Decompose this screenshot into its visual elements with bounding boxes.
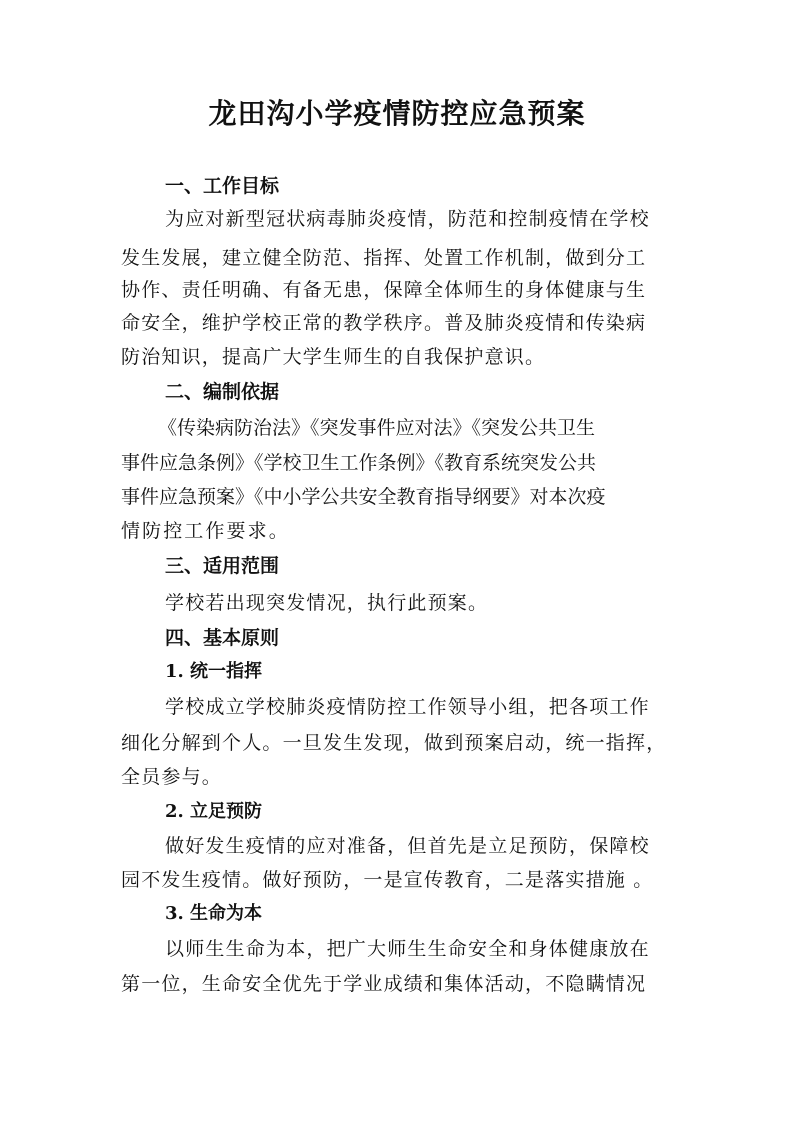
paragraph-line: 做好发生疫情的应对准备，但首先是立足预防，保障校 bbox=[165, 835, 650, 857]
paragraph-line: 情防控工作要求。 bbox=[121, 520, 290, 542]
paragraph-line: 命安全，维护学校正常的教学秩序。普及肺炎疫情和传染病 bbox=[121, 312, 647, 334]
principle-label: 1. 统一指挥 bbox=[165, 661, 263, 682]
paragraph-line: 园不发生疫情。做好预防，一是宣传教育，二是落实措施 。 bbox=[121, 869, 654, 891]
paragraph-line: 全员参与。 bbox=[121, 766, 223, 788]
section-heading-principles: 四、基本原则 bbox=[165, 627, 280, 649]
paragraph-line: 协作、责任明确、有备无患，保障全体师生的身体健康与生 bbox=[121, 279, 647, 301]
principle-label: 3. 生命为本 bbox=[165, 903, 263, 924]
paragraph-line: 防治知识，提高广大学生师生的自我保护意识。 bbox=[121, 346, 546, 368]
paragraph-line: 细化分解到个人。一旦发生发现，做到预案启动，统一指挥， bbox=[121, 732, 667, 754]
paragraph-line: 学校若出现突发情况，执行此预案。 bbox=[165, 592, 489, 614]
paragraph-line: 为应对新型冠状病毒肺炎疫情，防范和控制疫情在学校 bbox=[165, 208, 650, 230]
section-heading-basis: 二、编制依据 bbox=[165, 381, 280, 403]
section-heading-goal: 一、工作目标 bbox=[165, 175, 280, 197]
principle-label: 2. 立足预防 bbox=[165, 801, 263, 822]
paragraph-line: 事件应急预案》《中小学公共安全教育指导纲要》对本次疫 bbox=[121, 486, 606, 508]
paragraph-line: 《传染病防治法》《突发事件应对法》《突发公共卫生 bbox=[158, 417, 596, 439]
paragraph-line: 学校成立学校肺炎疫情防控工作领导小组，把各项工作 bbox=[165, 696, 650, 718]
section-heading-scope: 三、适用范围 bbox=[165, 555, 280, 577]
paragraph-line: 以师生生命为本，把广大师生生命安全和身体健康放在 bbox=[165, 938, 650, 960]
document-title: 龙田沟小学疫情防控应急预案 bbox=[208, 97, 586, 130]
paragraph-line: 第一位，生命安全优先于学业成绩和集体活动，不隐瞒情况 bbox=[121, 973, 647, 995]
paragraph-line: 事件应急条例》《学校卫生工作条例》《教育系统突发公共 bbox=[121, 452, 597, 474]
paragraph-line: 发生发展，建立健全防范、指挥、处置工作机制，做到分工 bbox=[121, 247, 647, 269]
